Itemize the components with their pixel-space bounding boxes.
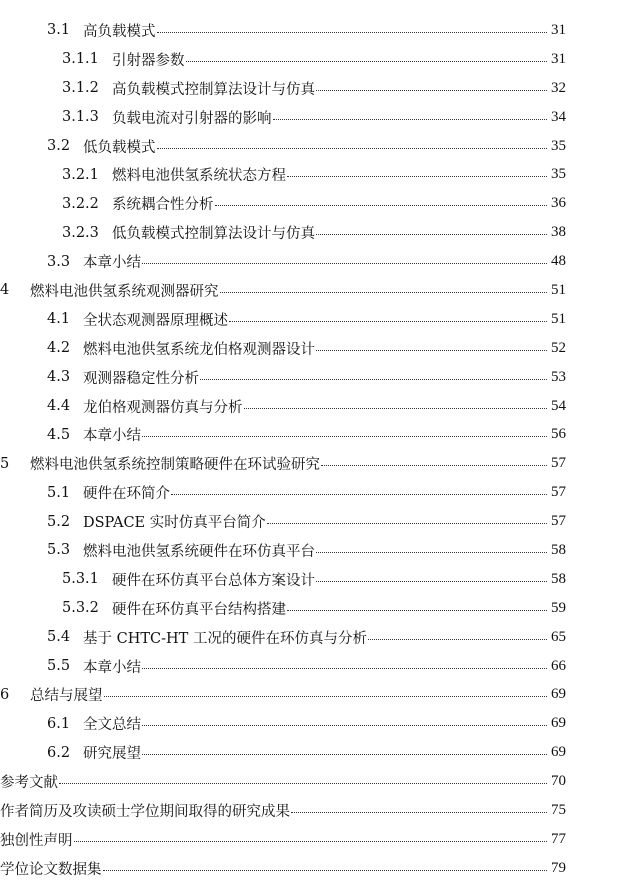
dot-leader [142,724,547,726]
toc-entry-title: 燃料电池供氢系统观测器研究 [30,283,219,300]
toc-entry-number: 5.5 [47,658,71,675]
toc-entry-page-number: 69 [551,744,566,761]
toc-entry-page-number: 77 [551,830,566,847]
toc-entry[interactable] [0,594,624,623]
toc-entry-page-number: 38 [551,224,566,241]
toc-entry-number: 3.2 [47,138,71,154]
toc-entry-title: 作者简历及攻读硕士学位期间取得的研究成果 [0,803,290,820]
toc-entry-number: 4.1 [47,311,71,328]
toc-entry[interactable] [0,305,624,334]
toc-entry-title: 研究展望 [83,746,141,763]
dot-leader [103,869,548,871]
toc-entry[interactable] [0,854,624,883]
toc-entry-page-number: 57 [551,513,566,530]
dot-leader [171,493,547,495]
dot-leader [368,638,547,640]
toc-entry-title: 本章小结 [83,428,141,445]
toc-entry[interactable] [0,74,624,103]
toc-entry[interactable] [0,623,624,652]
toc-entry-page-number: 57 [551,455,566,472]
dot-leader [267,522,547,524]
toc-entry-title: 龙伯格观测器仿真与分析 [83,399,243,416]
dot-leader [200,378,547,380]
toc-entry-page-number: 70 [551,773,566,790]
dot-leader [74,840,548,842]
toc-entry-title: 参考文献 [0,775,58,792]
dot-leader [220,291,548,293]
dot-leader [142,753,547,755]
toc-entry-number: 5.3 [47,542,71,559]
toc-entry[interactable] [0,218,624,247]
toc-entry-number: 3.1.2 [62,80,99,97]
toc-entry-page-number: 54 [551,397,566,414]
toc-entry-page-number: 32 [551,79,566,96]
toc-entry-title: 全状态观测器原理概述 [83,312,228,329]
dot-leader [186,60,548,62]
toc-entry-title: 本章小结 [83,659,141,676]
toc-entry[interactable] [0,45,624,74]
toc-entry-page-number: 36 [551,195,566,212]
toc-entry[interactable] [0,363,624,392]
toc-entry[interactable] [0,652,624,681]
toc-entry-number: 3.3 [47,253,71,270]
toc-entry-title: 燃料电池供氢系统控制策略硬件在环试验研究 [30,457,320,474]
toc-entry-number: 4.4 [47,398,71,415]
toc-entry-title: 硬件在环仿真平台结构搭建 [112,601,286,618]
toc-entry[interactable] [0,334,624,363]
toc-entry[interactable] [0,536,624,565]
dot-leader [157,31,548,33]
dot-leader [316,349,547,351]
toc-entry-title: DSPACE 实时仿真平台简介 [83,515,266,532]
dot-leader [287,175,547,177]
toc-entry-number: 4.5 [47,426,71,443]
toc-entry-page-number: 31 [551,21,566,38]
toc-entry[interactable] [0,16,624,45]
toc-entry-page-number: 69 [551,686,566,703]
toc-entry-page-number: 65 [551,628,566,645]
toc-entry-title: 观测器稳定性分析 [83,370,199,387]
toc-entry-title: 燃料电池供氢系统龙伯格观测器设计 [83,341,315,358]
dot-leader [229,320,547,322]
toc-entry[interactable] [0,738,624,767]
toc-entry-number: 3.2.3 [62,224,99,241]
toc-entry-number: 5.3.2 [62,600,99,617]
toc-entry[interactable] [0,565,624,594]
toc-entry-number: 3.1 [47,22,71,39]
toc-entry-title: 独创性声明 [0,832,73,849]
dot-leader [104,695,548,697]
toc-entry-number: 5 [0,455,10,472]
toc-entry-title: 基于 CHTC-HT 工况的硬件在环仿真与分析 [83,630,367,647]
dot-leader [157,147,548,149]
dot-leader [321,464,547,466]
toc-entry-page-number: 58 [551,570,566,587]
dot-leader [244,407,548,409]
toc-entry[interactable] [0,507,624,536]
toc-entry-title: 低负载模式控制算法设计与仿真 [112,226,315,243]
toc-entry-page-number: 59 [551,599,566,616]
dot-leader [142,667,547,669]
toc-entry[interactable] [0,189,624,218]
toc-entry[interactable] [0,478,624,507]
toc-entry-number: 5.2 [47,513,71,530]
toc-entry-title: 全文总结 [83,717,141,734]
dot-leader [291,811,547,813]
toc-entry-title: 硬件在环简介 [83,486,170,503]
toc-entry[interactable] [0,247,624,276]
toc-entry-page-number: 66 [551,657,566,674]
dot-leader [316,89,547,91]
toc-entry[interactable] [0,160,624,189]
dot-leader [316,580,547,582]
toc-entry[interactable] [0,796,624,825]
toc-entry-title: 高负载模式 [83,23,156,40]
toc-entry[interactable] [0,709,624,738]
toc-entry-title: 负载电流对引射器的影响 [112,110,272,127]
toc-entry-page-number: 35 [551,166,566,183]
toc-entry-title: 引射器参数 [112,52,185,69]
toc-entry-page-number: 69 [551,715,566,732]
toc-entry-page-number: 58 [551,541,566,558]
toc-entry[interactable] [0,767,624,796]
dot-leader [59,782,547,784]
toc-entry-page-number: 35 [551,137,566,154]
toc-entry[interactable] [0,103,624,132]
toc-entry-number: 6.1 [47,715,71,732]
toc-entry-number: 3.1.1 [62,51,99,68]
table-of-contents [0,16,624,883]
toc-entry-number: 4 [0,282,10,299]
toc-entry-number: 5.1 [47,484,71,501]
toc-entry-page-number: 53 [551,368,566,385]
toc-entry[interactable] [0,825,624,854]
toc-entry-number: 4.2 [47,340,71,357]
toc-entry-page-number: 79 [551,859,566,876]
dot-leader [215,204,548,206]
toc-entry-number: 6.2 [47,744,71,761]
toc-entry-number: 3.1.3 [62,109,99,126]
dot-leader [273,118,548,120]
toc-entry-title: 总结与展望 [30,688,103,705]
dot-leader [287,609,547,611]
toc-entry-title: 系统耦合性分析 [112,197,214,214]
toc-entry-page-number: 34 [551,108,566,125]
toc-entry-title: 高负载模式控制算法设计与仿真 [112,81,315,98]
dot-leader [142,262,547,264]
toc-entry[interactable] [0,392,624,421]
toc-entry-title: 学位论文数据集 [0,861,102,878]
toc-entry[interactable] [0,680,624,709]
toc-entry-page-number: 57 [551,484,566,501]
toc-entry-number: 3.2.1 [62,166,99,183]
toc-entry-page-number: 31 [551,50,566,67]
toc-entry[interactable] [0,132,624,161]
toc-entry[interactable] [0,449,624,478]
toc-entry-page-number: 51 [551,310,566,327]
toc-entry-number: 5.4 [47,629,71,646]
toc-entry-title: 燃料电池供氢系统硬件在环仿真平台 [83,543,315,560]
toc-entry-page-number: 52 [551,339,566,356]
toc-entry-number: 3.2.2 [62,195,99,212]
toc-entry-page-number: 75 [551,801,566,818]
toc-entry[interactable] [0,276,624,305]
toc-entry[interactable] [0,420,624,449]
dot-leader [316,551,547,553]
toc-entry-title: 燃料电池供氢系统状态方程 [112,168,286,185]
toc-entry-page-number: 48 [551,253,566,270]
toc-entry-number: 5.3.1 [62,571,99,588]
dot-leader [316,233,547,235]
dot-leader [142,435,547,437]
toc-entry-page-number: 51 [551,281,566,298]
toc-entry-title: 本章小结 [83,255,141,272]
toc-entry-title: 硬件在环仿真平台总体方案设计 [112,572,315,589]
toc-entry-number: 4.3 [47,369,71,386]
toc-entry-page-number: 56 [551,426,566,443]
toc-entry-title: 低负载模式 [83,139,156,156]
toc-entry-number: 6 [0,686,10,703]
